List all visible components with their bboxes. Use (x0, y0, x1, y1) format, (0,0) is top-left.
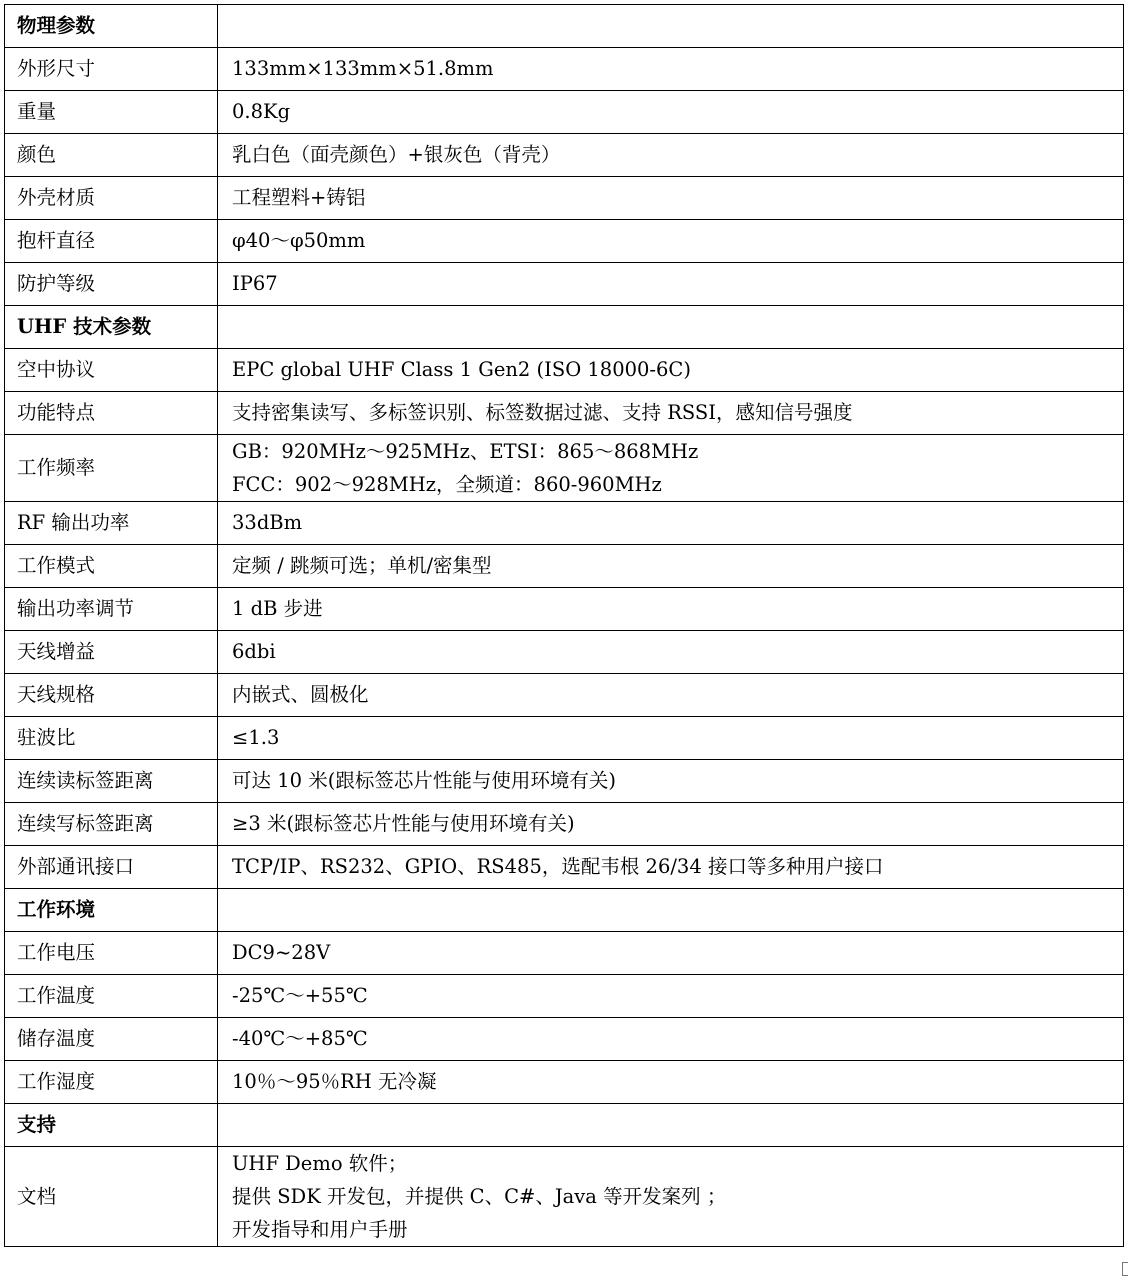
row-value: 乳白色（面壳颜色）+银灰色（背壳） (218, 134, 1124, 177)
row-value: φ40～φ50mm (218, 220, 1124, 263)
row-value: 支持密集读写、多标签识别、标签数据过滤、支持 RSSI，感知信号强度 (218, 392, 1124, 435)
table-row (5, 932, 1124, 975)
table-row (5, 1061, 1124, 1104)
row-label: RF 输出功率 (5, 502, 218, 545)
row-label: 驻波比 (5, 717, 218, 760)
section-header: UHF 技术参数 (5, 306, 218, 349)
spec-table (4, 4, 1124, 1247)
row-value: DC9~28V (218, 932, 1124, 975)
section-header: 物理参数 (5, 5, 218, 48)
row-value: 0.8Kg (218, 91, 1124, 134)
row-value (218, 1104, 1124, 1147)
row-label: 工作湿度 (5, 1061, 218, 1104)
table-row (5, 220, 1124, 263)
row-value: 内嵌式、圆极化 (218, 674, 1124, 717)
row-label: 防护等级 (5, 263, 218, 306)
table-row (5, 1104, 1124, 1147)
row-label: 工作模式 (5, 545, 218, 588)
table-row (5, 91, 1124, 134)
row-value (218, 5, 1124, 48)
row-value (218, 435, 1124, 502)
section-header: 工作环境 (5, 889, 218, 932)
table-row (5, 846, 1124, 889)
page-corner-mark (1122, 1262, 1128, 1276)
row-value: 工程塑料+铸铝 (218, 177, 1124, 220)
table-row (5, 435, 1124, 502)
row-value: TCP/IP、RS232、GPIO、RS485，选配韦根 26/34 接口等多种用户接口 (218, 846, 1124, 889)
table-row (5, 1018, 1124, 1061)
row-value: -25℃～+55℃ (218, 975, 1124, 1018)
row-label: 连续写标签距离 (5, 803, 218, 846)
row-label: 输出功率调节 (5, 588, 218, 631)
table-row (5, 502, 1124, 545)
section-header: 支持 (5, 1104, 218, 1147)
table-row (5, 48, 1124, 91)
row-label: 颜色 (5, 134, 218, 177)
row-label: 抱杆直径 (5, 220, 218, 263)
table-row (5, 975, 1124, 1018)
row-label: 储存温度 (5, 1018, 218, 1061)
row-label: 工作电压 (5, 932, 218, 975)
row-label: 外部通讯接口 (5, 846, 218, 889)
table-row (5, 349, 1124, 392)
row-value: EPC global UHF Class 1 Gen2 (ISO 18000-6C) (218, 349, 1124, 392)
row-value: 1 dB 步进 (218, 588, 1124, 631)
row-value: IP67 (218, 263, 1124, 306)
row-value: ≥3 米(跟标签芯片性能与使用环境有关) (218, 803, 1124, 846)
value-line: UHF Demo 软件； (232, 1152, 408, 1175)
table-row (5, 5, 1124, 48)
table-row (5, 134, 1124, 177)
row-value: 可达 10 米(跟标签芯片性能与使用环境有关) (218, 760, 1124, 803)
row-label: 天线规格 (5, 674, 218, 717)
row-label: 工作频率 (5, 435, 218, 502)
row-label: 工作温度 (5, 975, 218, 1018)
row-value: ≤1.3 (218, 717, 1124, 760)
row-label: 天线增益 (5, 631, 218, 674)
table-row (5, 760, 1124, 803)
table-row (5, 674, 1124, 717)
value-line: FCC：902～928MHz，全频道：860-960MHz (232, 473, 662, 496)
row-value (218, 889, 1124, 932)
row-value (218, 1147, 1124, 1247)
row-value (218, 306, 1124, 349)
row-label: 功能特点 (5, 392, 218, 435)
row-label: 文档 (5, 1147, 218, 1247)
row-label: 连续读标签距离 (5, 760, 218, 803)
value-line: GB：920MHz～925MHz、ETSI：865～868MHz (232, 440, 699, 463)
row-value: 6dbi (218, 631, 1124, 674)
table-row (5, 545, 1124, 588)
row-value: 10％～95％RH 无冷凝 (218, 1061, 1124, 1104)
table-row (5, 306, 1124, 349)
table-row (5, 803, 1124, 846)
table-row (5, 588, 1124, 631)
row-label: 重量 (5, 91, 218, 134)
row-value: 33dBm (218, 502, 1124, 545)
table-row (5, 717, 1124, 760)
table-row (5, 392, 1124, 435)
table-row (5, 1147, 1124, 1247)
table-row (5, 889, 1124, 932)
row-value: -40℃～+85℃ (218, 1018, 1124, 1061)
row-label: 空中协议 (5, 349, 218, 392)
row-value: 定频 / 跳频可选；单机/密集型 (218, 545, 1124, 588)
value-line: 提供 SDK 开发包，并提供 C、C#、Java 等开发案列 ； (232, 1185, 727, 1208)
table-row (5, 263, 1124, 306)
value-line: 开发指导和用户手册 (232, 1218, 408, 1241)
table-row (5, 177, 1124, 220)
row-value: 133mm×133mm×51.8mm (218, 48, 1124, 91)
row-label: 外壳材质 (5, 177, 218, 220)
table-row (5, 631, 1124, 674)
row-label: 外形尺寸 (5, 48, 218, 91)
